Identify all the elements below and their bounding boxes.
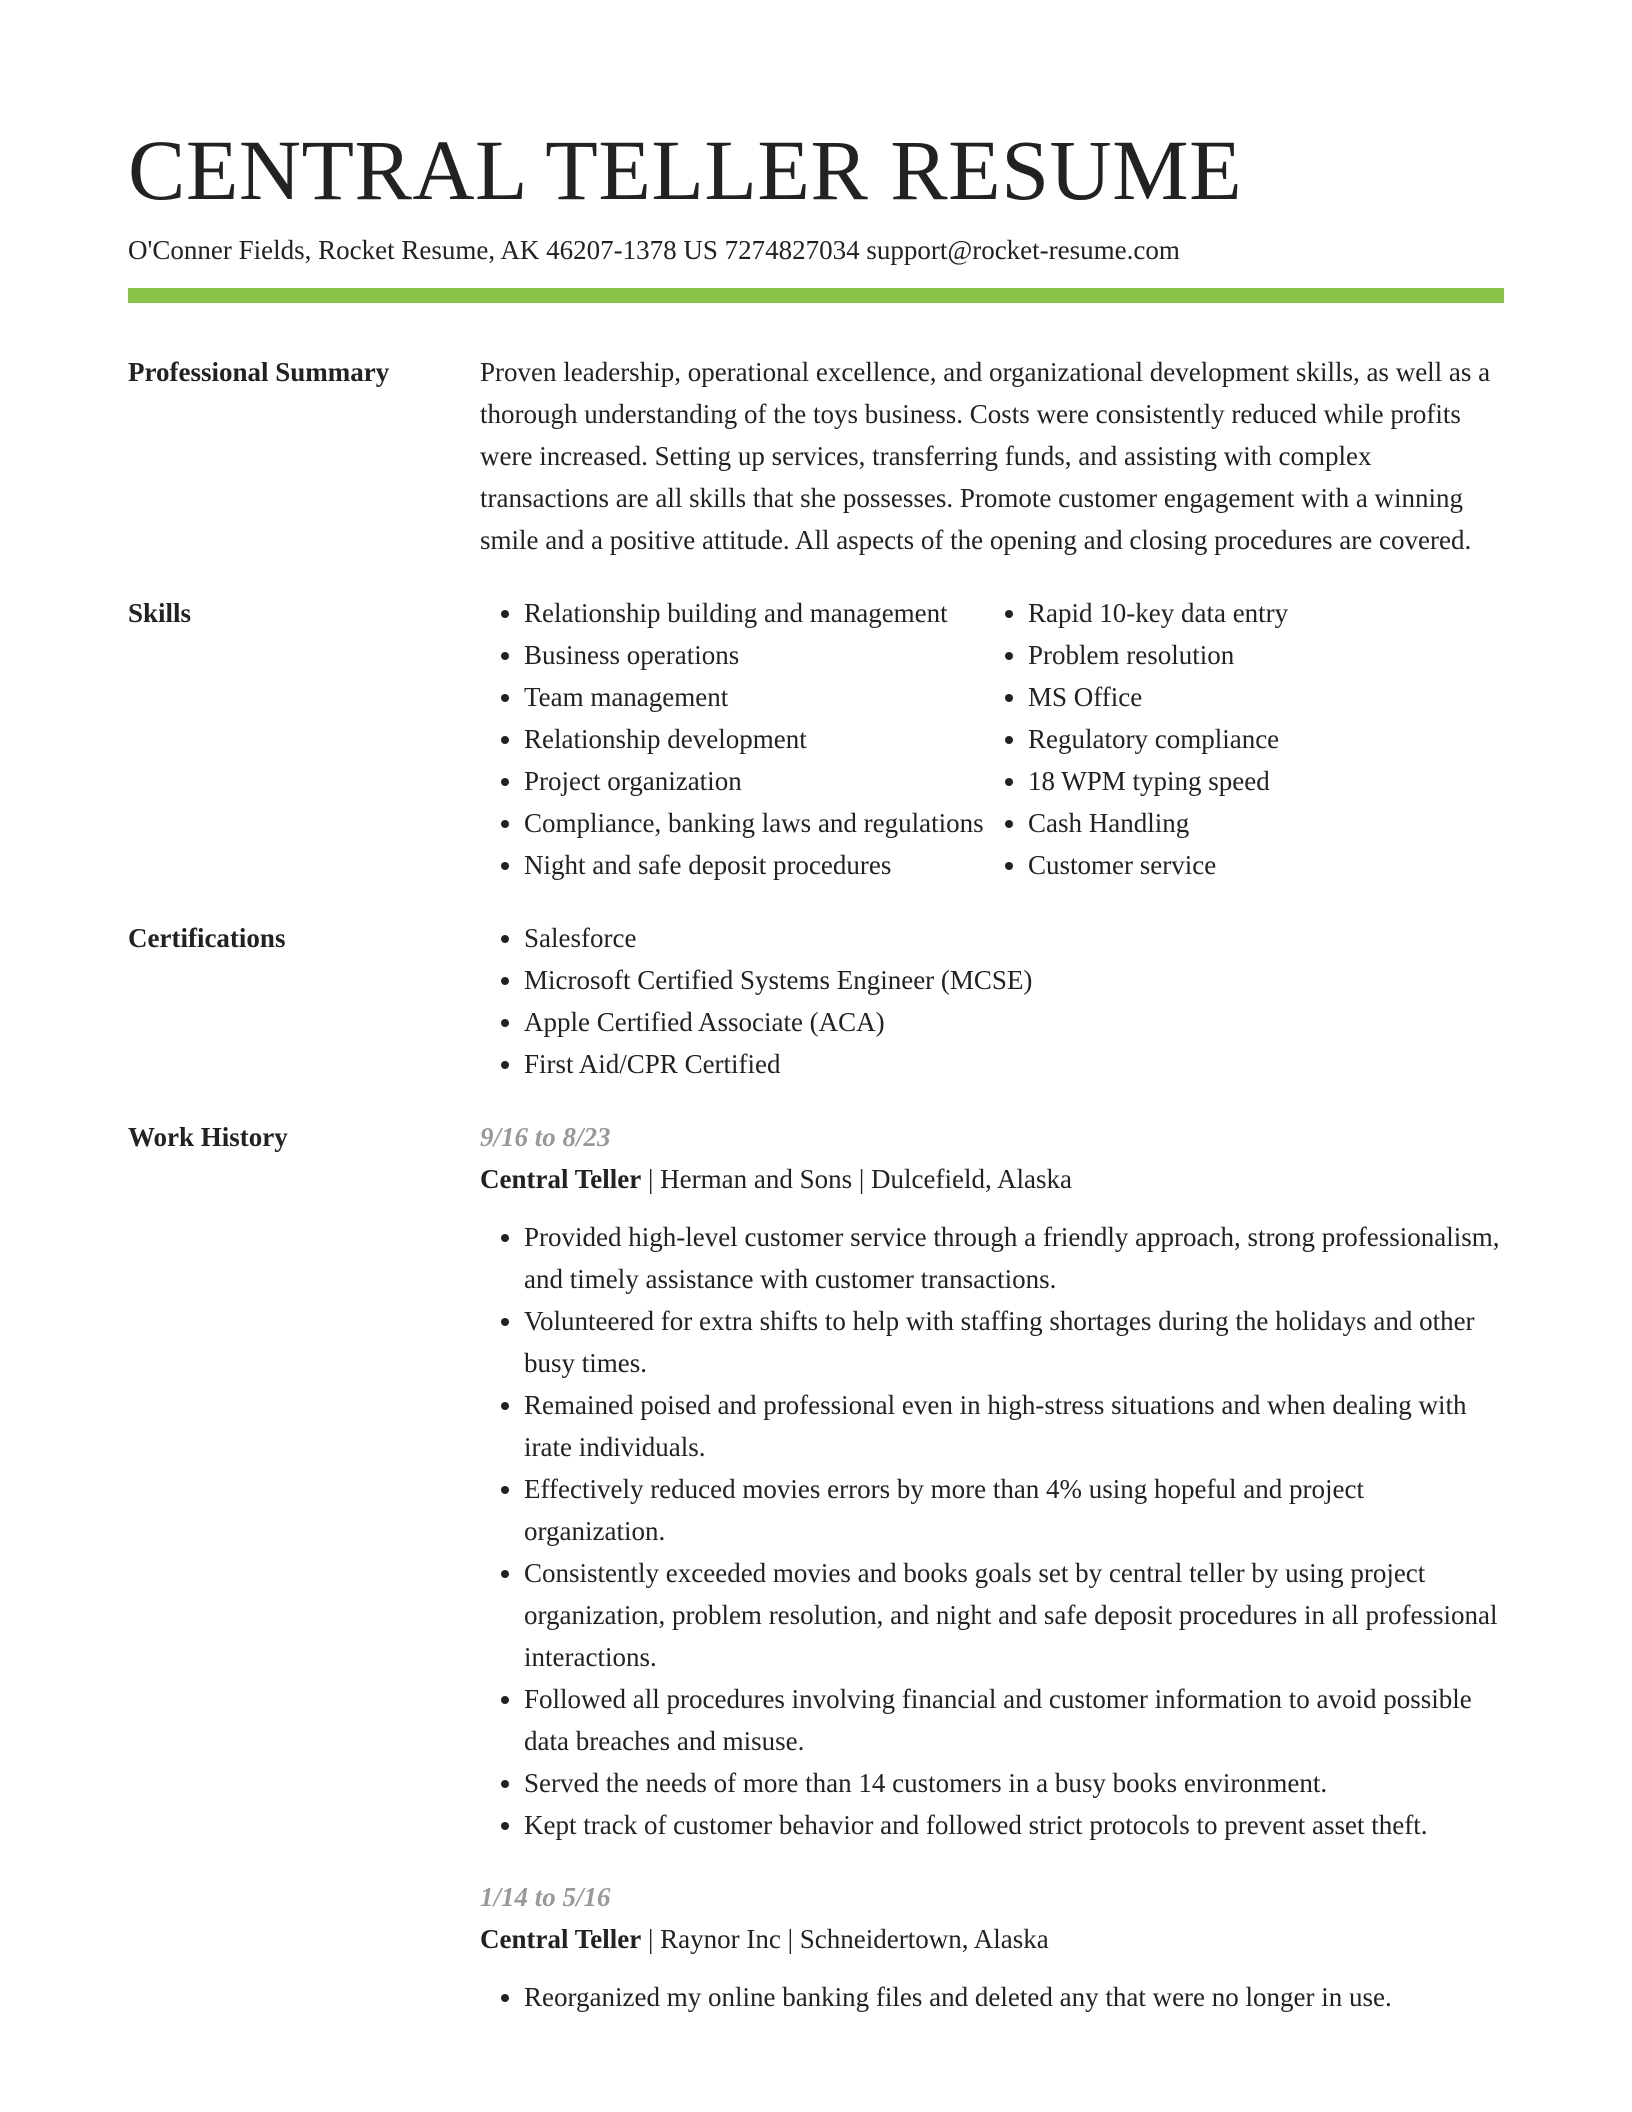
skill-item: • Team management: [524, 676, 984, 718]
resume-title: CENTRAL TELLER RESUME: [128, 122, 1243, 218]
job-bullet: • Kept track of customer behavior and followed strict protocols to prevent asset theft.: [524, 1804, 1504, 1846]
certification-item: • Apple Certified Associate (ACA): [524, 1001, 1504, 1043]
skills-column-left: [480, 592, 984, 886]
skills-body: [480, 592, 1504, 886]
skills-section: [128, 592, 1504, 886]
job-bullet: • Reorganized my online banking files and deleted any that were no longer in use.: [524, 1976, 1504, 2018]
job-employer-location: | Herman and Sons | Dulcefield, Alaska: [641, 1164, 1072, 1194]
skill-item: • Relationship development: [524, 718, 984, 760]
summary-label: Professional Summary: [128, 357, 390, 387]
skills-list-right: [984, 592, 1504, 886]
certification-item: • Salesforce: [524, 917, 1504, 959]
job-entry: [480, 1116, 1504, 1846]
certification-item: • Microsoft Certified Systems Engineer (MCSE): [524, 959, 1504, 1001]
job-bullet: • Served the needs of more than 14 customers in a busy books environment.: [524, 1762, 1504, 1804]
work-history-body: [480, 1116, 1504, 2018]
work-history-section: [128, 1116, 1504, 2018]
summary-text: Proven leadership, operational excellence, and organizational development skills, as well as a thorough understanding of the toys business. Costs were consistently reduced while profits were increased. Setting up services, transferring funds, and assisting with complex transactions are all skills that she possesses. Promote customer engagement with a winning smile and a positive attitude. All aspects of the opening and closing procedures are covered.: [480, 357, 1491, 555]
certifications-list: [480, 917, 1504, 1085]
job-title: Central Teller: [480, 1164, 642, 1194]
skill-item: • Business operations: [524, 634, 984, 676]
summary-section: [128, 351, 1504, 561]
job-responsibilities: [480, 1216, 1504, 1846]
job-dates: 9/16 to 8/23: [480, 1122, 611, 1152]
job-bullet: • Followed all procedures involving financial and customer information to avoid possible data breaches and misuse.: [524, 1678, 1504, 1762]
work-history-label: Work History: [128, 1122, 288, 1152]
skills-label: Skills: [128, 598, 192, 628]
skill-item: • MS Office: [1028, 676, 1504, 718]
job-bullet: • Provided high-level customer service through a friendly approach, strong professionalism, and timely assistance with customer transactions.: [524, 1216, 1504, 1300]
contact-line: O'Conner Fields, Rocket Resume, AK 46207-1378 US 7274827034 support@rocket-resume.com: [128, 235, 1180, 265]
summary-body: [480, 351, 1504, 561]
job-entry: [480, 1876, 1504, 2018]
skill-item: • Compliance, banking laws and regulations: [524, 802, 984, 844]
resume-page: [128, 120, 1504, 2018]
job-bullet: • Volunteered for extra shifts to help with staffing shortages during the holidays and other busy times.: [524, 1300, 1504, 1384]
certifications-section: [128, 917, 1504, 1085]
skill-item: • Regulatory compliance: [1028, 718, 1504, 760]
skills-column-right: [984, 592, 1504, 886]
accent-divider: [128, 288, 1504, 303]
job-heading: [480, 1158, 1504, 1200]
certifications-body: [480, 917, 1504, 1085]
skill-item: • 18 WPM typing speed: [1028, 760, 1504, 802]
skill-item: • Cash Handling: [1028, 802, 1504, 844]
job-dates: 1/14 to 5/16: [480, 1882, 611, 1912]
certifications-label: Certifications: [128, 923, 286, 953]
job-title: Central Teller: [480, 1924, 642, 1954]
skill-item: • Rapid 10-key data entry: [1028, 592, 1504, 634]
job-bullet: • Consistently exceeded movies and books goals set by central teller by using project organization, problem resolution, and night and safe deposit procedures in all professional interactions.: [524, 1552, 1504, 1678]
job-bullet: • Effectively reduced movies errors by more than 4% using hopeful and project organization.: [524, 1468, 1504, 1552]
job-bullet: • Remained poised and professional even in high-stress situations and when dealing with irate individuals.: [524, 1384, 1504, 1468]
skill-item: • Night and safe deposit procedures: [524, 844, 984, 886]
skill-item: • Project organization: [524, 760, 984, 802]
job-heading: [480, 1918, 1504, 1960]
skill-item: • Problem resolution: [1028, 634, 1504, 676]
skill-item: • Customer service: [1028, 844, 1504, 886]
job-employer-location: | Raynor Inc | Schneidertown, Alaska: [641, 1924, 1049, 1954]
skill-item: • Relationship building and management: [524, 592, 984, 634]
skills-list-left: [480, 592, 984, 886]
certification-item: • First Aid/CPR Certified: [524, 1043, 1504, 1085]
job-responsibilities: [480, 1976, 1504, 2018]
